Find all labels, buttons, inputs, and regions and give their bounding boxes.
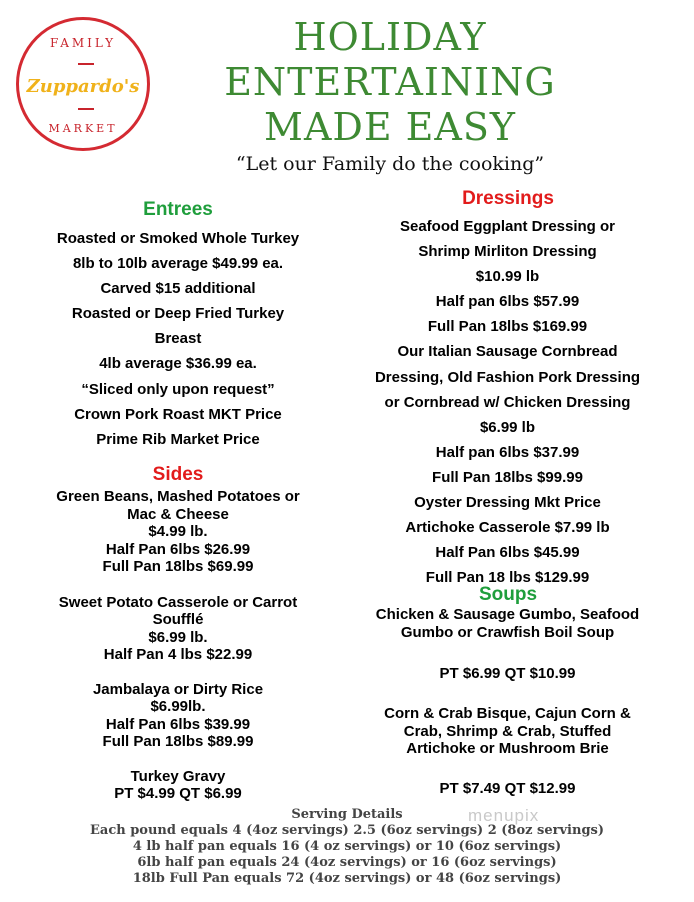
entrees-heading: Entrees: [143, 199, 213, 220]
list-item: $6.99lb.: [150, 698, 206, 715]
list-item: Soufflé: [152, 611, 204, 628]
logo-top-text: FAMILY: [49, 36, 117, 50]
list-item: $4.99 lb.: [148, 523, 208, 540]
serving-title: Serving Details: [291, 807, 403, 822]
list-item: Jambalaya or Dirty Rice: [92, 680, 264, 698]
list-item: Half Pan 6lbs $39.99: [105, 715, 251, 733]
dressings-list: [340, 214, 675, 590]
market-logo: [16, 17, 150, 151]
list-item: Full Pan 18lbs $89.99: [102, 733, 254, 750]
list-item: Crab, Shrimp & Crab, Stuffed: [403, 722, 612, 740]
list-item: $6.99 lb.: [148, 628, 208, 646]
entrees-list: [8, 226, 348, 452]
serving-line: 6lb half pan equals 24 (4oz servings) or 16 (6oz servings): [137, 855, 557, 870]
list-item: Roasted or Smoked Whole Turkey: [56, 230, 300, 247]
list-item: Roasted or Deep Fried Turkey: [71, 305, 285, 323]
logo-name: Zuppardo's: [26, 76, 140, 97]
list-item: Crown Pork Roast MKT Price: [74, 405, 282, 423]
list-item: Half pan 6lbs $37.99: [435, 443, 580, 461]
dressings-heading: Dressings: [462, 188, 554, 209]
list-item: $10.99 lb: [475, 268, 540, 286]
headline-line-3: MADE EASY: [264, 105, 516, 149]
soups-group-2: [340, 705, 675, 758]
list-item: Seafood Eggplant Dressing or: [399, 218, 616, 235]
list-item: Green Beans, Mashed Potatoes or: [56, 488, 300, 505]
list-item: Gumbo or Crawfish Boil Soup: [400, 623, 615, 641]
list-item: Our Italian Sausage Cornbread: [397, 343, 618, 361]
list-item: Artichoke or Mushroom Brie: [406, 740, 609, 757]
list-item: Half Pan 4 lbs $22.99: [103, 646, 253, 663]
list-item: $6.99 lb: [479, 418, 536, 436]
serving-line: 4 lb half pan equals 16 (4 oz servings) or 10 (6oz servings): [132, 839, 562, 854]
logo-divider: [78, 108, 94, 110]
headline-line-2: ENTERTAINING: [224, 60, 556, 104]
serving-details: [0, 807, 694, 887]
list-item: Half pan 6lbs $57.99: [435, 293, 580, 311]
list-item: Full Pan 18lbs $69.99: [102, 558, 254, 575]
list-item: Half Pan 6lbs $26.99: [105, 540, 251, 558]
headline-line-1: HOLIDAY: [293, 15, 487, 59]
tagline: “Let our Family do the cooking”: [235, 153, 545, 175]
soups-price-2: PT $7.49 QT $12.99: [439, 780, 576, 797]
soups-group-1: [340, 606, 675, 641]
watermark: menupix: [468, 806, 540, 825]
list-item: Sweet Potato Casserole or Carrot: [58, 593, 298, 611]
list-item: 4lb average $36.99 ea.: [99, 355, 257, 373]
logo-divider: [78, 63, 94, 65]
list-item: 8lb to 10lb average $49.99 ea.: [72, 255, 284, 273]
soups-heading: Soups: [478, 584, 538, 605]
list-item: Mac & Cheese: [127, 505, 229, 523]
list-item: Dressing, Old Fashion Pork Dressing: [374, 368, 641, 386]
list-item: Full Pan 18lbs $99.99: [432, 468, 583, 486]
sides-list: [8, 488, 348, 803]
list-item: Half Pan 6lbs $45.99: [435, 544, 580, 562]
list-item: Full Pan 18 lbs $129.99: [425, 569, 590, 587]
list-item: Carved $15 additional: [100, 280, 256, 298]
list-item: Chicken & Sausage Gumbo, Seafood: [375, 606, 640, 623]
logo-bottom-text: MARKET: [48, 122, 118, 135]
soups-price-1: PT $6.99 QT $10.99: [439, 665, 576, 682]
list-item: Prime Rib Market Price: [96, 430, 260, 448]
list-item: PT $4.99 QT $6.99: [114, 785, 242, 802]
serving-line: 18lb Full Pan equals 72 (4oz servings) or 48 (6oz servings): [132, 871, 562, 886]
list-item: Full Pan 18lbs $169.99: [427, 318, 588, 336]
list-item: Oyster Dressing Mkt Price: [414, 494, 601, 512]
sides-heading: Sides: [152, 464, 204, 485]
list-item: Shrimp Mirliton Dressing: [418, 243, 597, 261]
list-item: Corn & Crab Bisque, Cajun Corn &: [384, 705, 631, 722]
list-item: Breast: [154, 330, 202, 348]
list-item: or Cornbread w/ Chicken Dressing: [384, 393, 631, 411]
serving-line: Each pound equals 4 (4oz servings) 2.5 (6oz servings) 2 (8oz servings): [89, 823, 604, 838]
list-item: Artichoke Casserole $7.99 lb: [405, 519, 610, 537]
list-item: “Sliced only upon request”: [81, 380, 275, 398]
list-item: Turkey Gravy: [130, 767, 226, 785]
